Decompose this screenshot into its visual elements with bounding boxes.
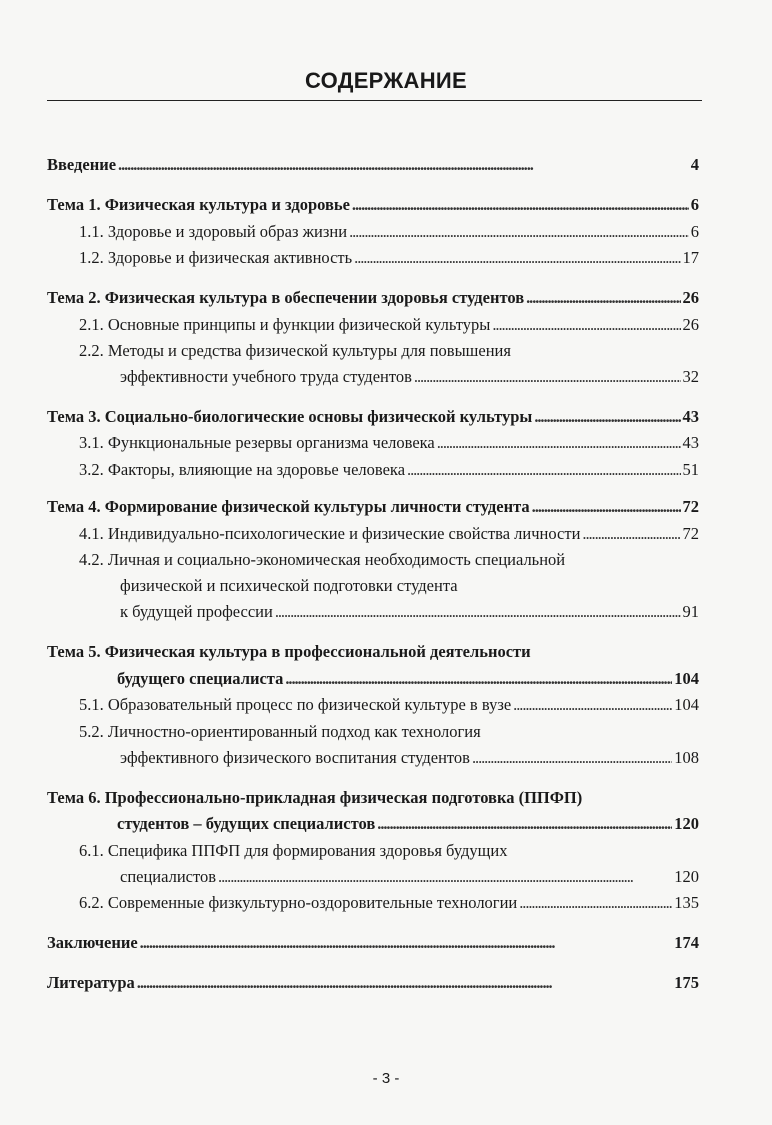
toc-label: Тема 1. Физическая культура и здоровье xyxy=(47,195,350,214)
toc-label: 2.2. Методы и средства физической культуры для повышения xyxy=(79,341,511,360)
toc-label: 3.2. Факторы, влияющие на здоровье человека xyxy=(79,460,406,479)
toc-entry-6-1 xyxy=(47,839,699,863)
toc-entry-topic-5 xyxy=(47,640,699,664)
toc-entry-topic-1 xyxy=(47,193,699,217)
toc-page: 135 xyxy=(674,893,699,912)
toc-page: 26 xyxy=(682,288,699,307)
toc-entry-1-1 xyxy=(47,220,699,244)
toc-label: Литература xyxy=(47,973,135,992)
toc-label: 6.2. Современные физкультурно-оздоровительные технологии xyxy=(79,893,518,912)
toc-entry-4-1 xyxy=(47,522,699,546)
toc-label-cont: специалистов xyxy=(120,867,217,886)
toc-page: 104 xyxy=(674,669,699,688)
toc-entry-topic-5-cont xyxy=(47,667,699,691)
page-title: СОДЕРЖАНИЕ xyxy=(304,68,468,93)
toc-entry-4-2 xyxy=(47,548,699,572)
toc-page: 175 xyxy=(674,973,699,992)
toc-entry-topic-2 xyxy=(47,286,699,310)
toc-label: 4.1. Индивидуально-психологические и физические свойства личности xyxy=(79,524,581,543)
toc-entry-topic-3 xyxy=(47,405,699,429)
toc-page: 51 xyxy=(682,460,699,479)
toc-page: 120 xyxy=(674,867,699,886)
toc-label: Тема 6. Профессионально-прикладная физическая подготовка (ППФП) xyxy=(47,788,583,807)
toc-entry-introduction xyxy=(47,153,699,177)
toc-page: 43 xyxy=(682,433,699,452)
toc-label-cont: физической и психической подготовки студента xyxy=(120,576,458,595)
toc-page: 6 xyxy=(690,195,699,214)
toc-page: 174 xyxy=(674,933,699,952)
toc-label-cont: будущего специалиста xyxy=(117,669,284,688)
toc-entry-3-1 xyxy=(47,431,699,455)
toc-entry-topic-6-cont xyxy=(47,812,699,836)
toc-page: 43 xyxy=(682,407,699,426)
toc-label: Тема 3. Социально-биологические основы физической культуры xyxy=(47,407,533,426)
toc-label: 3.1. Функциональные резервы организма человека xyxy=(79,433,435,452)
toc-label: 6.1. Специфика ППФП для формирования здоровья будущих xyxy=(79,841,508,860)
toc-label-cont: студентов – будущих специалистов xyxy=(117,814,376,833)
toc-label: Заключение xyxy=(47,933,138,952)
toc-entry-topic-4 xyxy=(47,495,699,519)
toc-entry-topic-6 xyxy=(47,786,699,810)
toc-page: 72 xyxy=(682,497,699,516)
toc-entry-2-2 xyxy=(47,339,699,363)
toc-page: 72 xyxy=(682,524,699,543)
toc-entry-2-2-cont xyxy=(47,365,699,389)
toc-entry-5-2-cont xyxy=(47,746,699,770)
toc-page: 26 xyxy=(682,315,699,334)
toc-page: 108 xyxy=(674,748,699,767)
toc-entry-4-2-cont xyxy=(47,574,699,598)
toc-label: Введение xyxy=(47,155,117,174)
toc-label: 1.1. Здоровье и здоровый образ жизни xyxy=(79,222,348,241)
toc-label: 1.2. Здоровье и физическая активность xyxy=(79,248,353,267)
toc-label: 5.2. Личностно-ориентированный подход как технология xyxy=(79,722,481,741)
toc-label-cont: эффективного физического воспитания студентов xyxy=(120,748,470,767)
toc-label-cont2: к будущей профессии xyxy=(120,602,273,621)
toc-label: Тема 4. Формирование физической культуры личности студента xyxy=(47,497,530,516)
toc-page: 6 xyxy=(690,222,699,241)
toc-page: 17 xyxy=(682,248,699,267)
toc-entry-6-2 xyxy=(47,891,699,915)
toc-entry-5-2 xyxy=(47,720,699,744)
toc-entry-4-2-cont2 xyxy=(47,600,699,624)
toc-entry-5-1 xyxy=(47,693,699,717)
toc-entry-literature xyxy=(47,971,699,995)
toc-page: 91 xyxy=(682,602,699,621)
toc-page: 120 xyxy=(674,814,699,833)
toc-label: Тема 2. Физическая культура в обеспечении здоровья студентов xyxy=(47,288,525,307)
toc-entry-2-1 xyxy=(47,313,699,337)
page-number: - 3 - xyxy=(372,1070,400,1087)
toc-label: Тема 5. Физическая культура в профессиональной деятельности xyxy=(47,642,531,661)
toc-page: 32 xyxy=(682,367,699,386)
title-rule xyxy=(47,100,702,101)
toc-entry-1-2 xyxy=(47,246,699,270)
toc-entry-3-2 xyxy=(47,458,699,482)
toc-label: 2.1. Основные принципы и функции физической культуры xyxy=(79,315,491,334)
toc-label-cont: эффективности учебного труда студентов xyxy=(120,367,412,386)
toc-page: 4 xyxy=(690,155,699,174)
toc-entry-6-1-cont xyxy=(47,865,699,889)
toc-page: 104 xyxy=(674,695,699,714)
toc-label: 5.1. Образовательный процесс по физической культуре в вузе xyxy=(79,695,512,714)
toc-label: 4.2. Личная и социально-экономическая необходимость специальной xyxy=(79,550,566,569)
toc-entry-conclusion xyxy=(47,931,699,955)
